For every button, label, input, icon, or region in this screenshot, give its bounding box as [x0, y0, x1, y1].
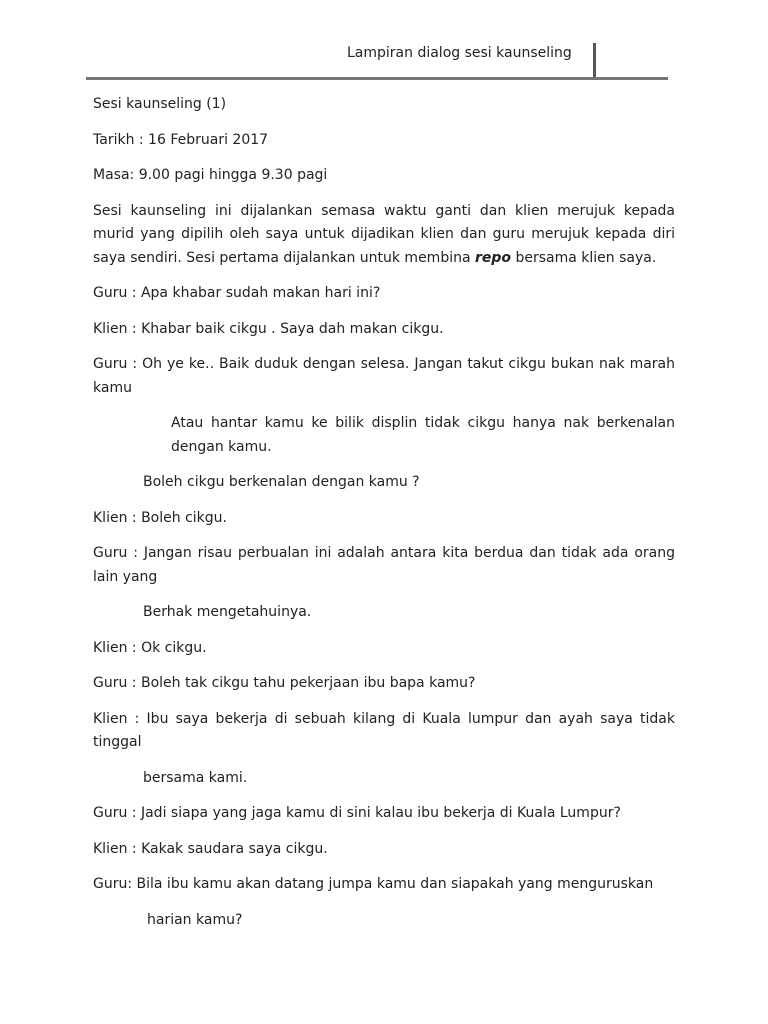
dialog-line-continuation: bersama kami. [143, 769, 248, 786]
dialog-line-guru: Guru : Oh ye ke.. Baik duduk dengan selesa. Jangan takut cikgu bukan nak marah kamu [93, 356, 675, 396]
document-body [93, 93, 675, 944]
dialog-line-guru: Guru : Jangan risau perbualan ini adalah antara kita berdua dan tidak ada orang lain yang [93, 545, 675, 585]
dialog-line-klien: Klien : Khabar baik cikgu . Saya dah makan cikgu. [93, 320, 444, 337]
intro-paragraph [93, 200, 675, 271]
dialog-line-guru: Guru : Apa khabar sudah makan hari ini? [93, 285, 381, 301]
session-time: Masa: 9.00 pagi hingga 9.30 pagi [93, 167, 328, 183]
header-rule [86, 77, 668, 80]
intro-text-end: bersama klien saya. [511, 249, 657, 266]
dialog-line-continuation: Boleh cikgu berkenalan dengan kamu ? [143, 474, 420, 490]
dialog-line-klien: Klien : Ok cikgu. [93, 639, 207, 656]
dialog-line-klien: Klien : Boleh cikgu. [93, 509, 227, 526]
dialog-line-continuation: harian kamu? [147, 911, 243, 928]
dialog-line-continuation: Atau hantar kamu ke bilik displin tidak cikgu hanya nak berkenalan dengan kamu. [171, 415, 675, 455]
header-vertical-bar [593, 43, 596, 77]
session-date: Tarikh : 16 Februari 2017 [93, 131, 269, 148]
session-title: Sesi kaunseling (1) [93, 96, 227, 112]
dialog-line-continuation: Berhak mengetahuinya. [143, 604, 312, 620]
dialog-line-klien: Klien : Ibu saya bekerja di sebuah kilang di Kuala lumpur dan ayah saya tidak tinggal [93, 710, 675, 750]
dialog-line-guru: Guru : Jadi siapa yang jaga kamu di sini kalau ibu bekerja di Kuala Lumpur? [93, 805, 621, 821]
dialog-line-guru: Guru: Bila ibu kamu akan datang jumpa kamu dan siapakah yang menguruskan [93, 876, 654, 892]
dialog-line-guru: Guru : Boleh tak cikgu tahu pekerjaan ibu bapa kamu? [93, 675, 476, 691]
dialog-line-klien: Klien : Kakak saudara saya cikgu. [93, 840, 328, 857]
page-header-title: Lampiran dialog sesi kaunseling [347, 45, 572, 61]
intro-emphasis: repo [475, 249, 512, 266]
intro-text-start: Sesi kaunseling ini dijalankan semasa waktu ganti dan klien merujuk kepada murid yang dipilih oleh saya untuk dijadikan klien dan guru merujuk kepada diri saya sendiri. Sesi pertama dijalankan untuk membina [93, 202, 675, 266]
